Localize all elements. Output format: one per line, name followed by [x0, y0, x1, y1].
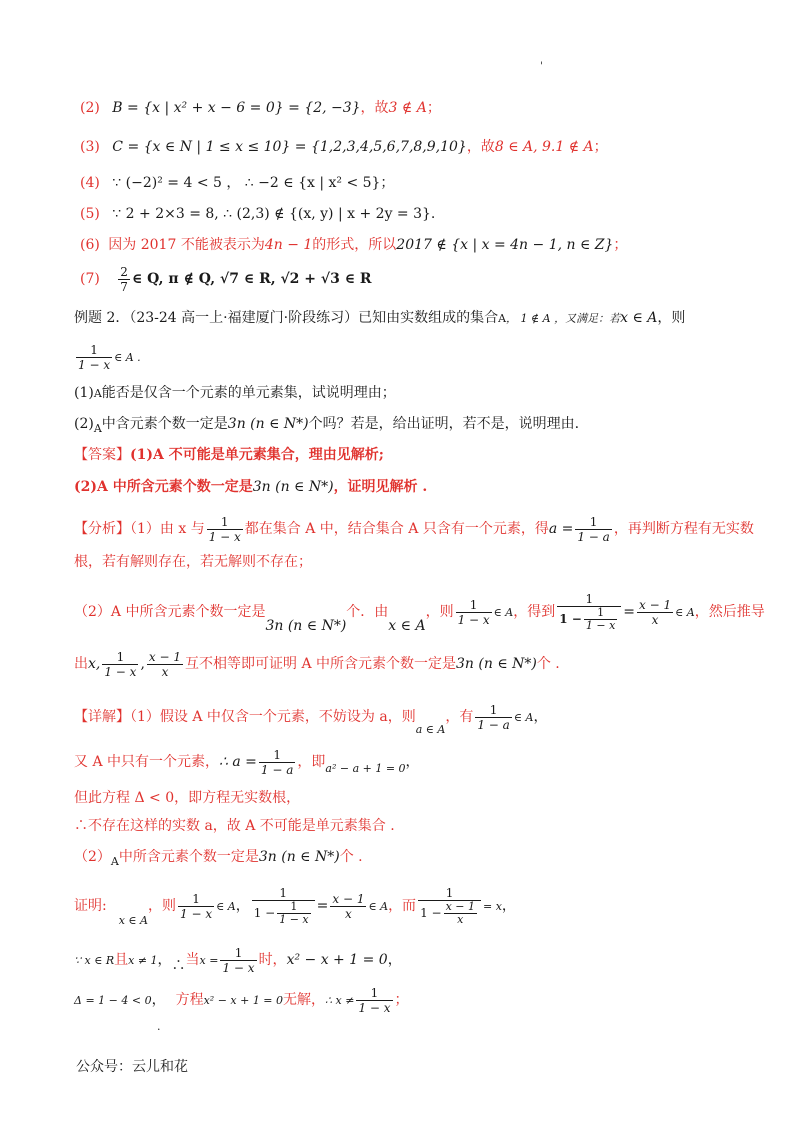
detail-text: ， — [235, 898, 250, 914]
item-label: (5) — [80, 206, 100, 222]
detail-text: ； — [394, 992, 409, 1008]
example-fraction-line — [74, 340, 141, 375]
item-text: ； — [613, 237, 628, 253]
item-math: B = {x | x² + x − 6 = 0} = {2, −3} — [112, 100, 361, 116]
fraction-denominator: 7 — [120, 279, 128, 294]
question-label: (2) — [74, 416, 94, 432]
fraction-denominator: 1 − x — [585, 619, 616, 632]
nested-fraction — [252, 886, 315, 926]
fraction-numerator: 1 — [475, 703, 511, 718]
fraction — [330, 892, 366, 921]
item-3 — [80, 138, 608, 156]
example-math: x ∈ A — [620, 310, 658, 326]
analysis-label: 【分析】 — [74, 521, 130, 537]
analysis-math: 3n (n ∈ N*) — [265, 618, 347, 634]
fraction-denominator: 1 − x — [180, 906, 213, 921]
detail-text: 又 A 中只有一个元素， — [74, 754, 220, 770]
detail-line-2 — [74, 742, 420, 783]
detail-text: ，而 — [388, 898, 417, 914]
analysis-text: ，再判断方程有无实数 — [613, 521, 754, 537]
detail-math: x² − x + 1 = 0 — [286, 952, 388, 968]
question-label: (1) — [74, 385, 94, 401]
fraction-denominator: 1 − a — [260, 762, 294, 777]
nested-fraction — [557, 592, 621, 632]
analysis-math: ∈ A — [493, 606, 514, 619]
item-math: ∈ Q, π ∉ Q, √7 ∈ R, √2 + √3 ∈ R — [131, 271, 372, 287]
analysis-math: 3n (n ∈ N*) — [456, 656, 537, 672]
detail-text: 但此方程 Δ < 0，即方程无实数根， — [74, 790, 301, 806]
item-math: 8 ∈ A, 9.1 ∉ A — [494, 139, 594, 155]
example-math: A — [498, 312, 507, 325]
answer-text: (1)A 不可能是单元素集合，理由见解析; — [130, 447, 384, 463]
detail-text: ， — [157, 952, 172, 968]
analysis-math: x ∈ A — [388, 618, 426, 634]
item-label: (4) — [80, 175, 100, 191]
question-2 — [74, 415, 579, 434]
item-math: 3 ∉ A — [388, 100, 427, 116]
detail-math: ∈ A — [216, 900, 236, 913]
fraction-denominator: 1 − a — [477, 717, 510, 732]
detail-math: ∴ — [171, 958, 186, 974]
fraction-numerator: 1 — [418, 886, 481, 901]
fraction-denominator — [557, 607, 621, 632]
fraction-denominator: 1 − x — [457, 612, 490, 627]
detail-line-4 — [74, 817, 395, 835]
analysis-line-3 — [74, 588, 765, 637]
fraction-numerator: 1 — [76, 343, 112, 358]
fraction-denominator: x — [651, 612, 659, 627]
detail-line-7 — [74, 942, 402, 979]
item-label: (6) — [80, 237, 100, 253]
fraction-denominator: 1 − x — [208, 529, 241, 544]
answer-text: (2)A 中所含元素个数一定是 — [74, 479, 253, 495]
detail-line-3 — [74, 789, 300, 807]
answer-label: 【答案】 — [74, 447, 130, 463]
item-7 — [80, 262, 372, 296]
detail-math: x² − x + 1 = 0 — [203, 994, 284, 1007]
item-4 — [80, 174, 394, 192]
item-2 — [80, 99, 441, 117]
fraction-denominator: 1 − x — [358, 1000, 391, 1015]
detail-text: ，即 — [297, 754, 326, 770]
analysis-text: 互不相等即可证明 A 中所含元素个数一定是 — [185, 656, 457, 672]
detail-text: ，有 — [445, 709, 474, 725]
question-math: 3n (n ∈ N*) — [227, 416, 309, 432]
fraction-numerator: x − 1 — [148, 649, 181, 664]
detail-math: ∵ x ∈ R — [74, 954, 115, 967]
fraction — [259, 748, 295, 777]
item-label: (3) — [80, 139, 100, 155]
fraction — [475, 703, 511, 732]
item-5 — [80, 205, 435, 223]
fraction-numerator: x − 1 — [639, 597, 672, 612]
fraction-denominator: 1 − x — [222, 960, 255, 975]
fraction — [220, 946, 256, 975]
fraction-denominator: x — [457, 913, 464, 926]
detail-math: a ∈ A — [415, 723, 446, 736]
fraction-numerator: x − 1 — [445, 900, 475, 913]
detail-math: = x — [483, 900, 502, 913]
analysis-math: x, — [88, 656, 101, 672]
detail-text: ，则 — [148, 898, 177, 914]
denominator-text: 1 − — [253, 906, 276, 920]
detail-text: ， — [405, 754, 420, 770]
analysis-text: （2）A 中所含元素个数一定是 — [74, 604, 266, 620]
item-label: (2) — [80, 100, 100, 116]
detail-text: 当 — [185, 952, 200, 968]
item-text: ，故 — [466, 139, 495, 155]
analysis-text: ，则 — [425, 604, 454, 620]
fraction-denominator — [252, 901, 315, 926]
fraction — [637, 598, 673, 627]
fraction-numerator: 1 — [277, 901, 310, 914]
fraction-numerator: 1 — [102, 650, 138, 665]
detail-text: ∴不存在这样的实数 a，故 A 不可能是单元素集合 . — [74, 818, 395, 834]
fraction-numerator: 1 — [220, 946, 256, 961]
detail-text: （1）假设 A 中仅含一个元素，不妨设为 a，则 — [130, 709, 416, 725]
example-text: 例题 2．（23-24 高一上·福建厦门·阶段练习）已知由实数组成的集合 — [74, 310, 499, 326]
example-text: ，则 — [657, 310, 686, 326]
item-math: 2017 ∉ {x | x = 4n − 1, n ∈ Z} — [396, 237, 614, 253]
example-math: ∈ A . — [114, 351, 141, 364]
analysis-text: 根，若有解则存在，若无解则不存在； — [74, 554, 312, 570]
item-text: ； — [593, 139, 608, 155]
detail-line-1 — [74, 697, 547, 738]
item-6 — [80, 236, 627, 254]
analysis-line-4 — [74, 645, 560, 683]
detail-math: ∴ x ≠ — [325, 994, 355, 1007]
detail-text: 证明: — [74, 898, 107, 914]
fraction-numerator: 1 — [252, 886, 315, 901]
detail-text: ， — [501, 898, 516, 914]
analysis-math: a = — [548, 521, 574, 537]
detail-math: Δ = 1 − 4 < 0 — [74, 994, 152, 1007]
detail-text: 方程 — [175, 992, 204, 1008]
item-text: 因为 2017 不能被表示为 — [108, 237, 265, 253]
fraction-numerator: 1 — [259, 748, 295, 763]
fraction-denominator: 1 − a — [577, 529, 610, 544]
item-text: 的形式，所以 — [312, 237, 397, 253]
detail-math: 3n (n ∈ N*) — [258, 849, 340, 865]
fraction-numerator: 2 — [120, 264, 128, 279]
analysis-text: ，得到 — [513, 604, 556, 620]
inner-fraction — [584, 607, 617, 632]
inner-fraction — [277, 901, 310, 926]
detail-text: 时， — [258, 952, 287, 968]
analysis-math: ∈ A — [675, 606, 695, 619]
analysis-text: 都在集合 A 中，结合集合 A 只含有一个元素，得 — [244, 521, 549, 537]
item-label: (7) — [80, 271, 100, 287]
detail-label: 【详解】 — [74, 709, 130, 725]
analysis-math: , — [140, 656, 145, 672]
detail-math: a² − a + 1 = 0 — [325, 762, 406, 775]
detail-text: 且 — [114, 952, 129, 968]
fraction — [575, 515, 611, 544]
fraction — [456, 598, 492, 627]
answer-line-2 — [74, 478, 427, 496]
detail-line-8 — [74, 982, 409, 1019]
analysis-line-1 — [74, 512, 754, 546]
fraction-numerator: 1 — [584, 607, 617, 620]
fraction-numerator: 1 — [557, 592, 621, 607]
question-text: 中含元素个数一定是 — [101, 416, 228, 432]
item-text: ； — [426, 100, 441, 116]
detail-line-5 — [74, 848, 363, 867]
fraction-denominator: 1 − x — [279, 913, 309, 926]
detail-line-6 — [74, 884, 516, 929]
detail-math: A — [110, 855, 119, 868]
fraction-denominator: 1 − x — [78, 357, 111, 372]
fraction — [102, 650, 138, 679]
item-math: ∵ 2 + 2×3 = 8, ∴ (2,3) ∉ {(x, y) | x + 2y = 3}. — [112, 206, 436, 222]
item-math: ∵ (−2)² = 4 < 5 ， ∴ −2 ∈ {x | x² < 5}； — [112, 175, 395, 191]
question-math: A — [93, 422, 102, 435]
analysis-text: ，然后推导 — [694, 604, 765, 620]
item-math: C = {x ∈ N | 1 ≤ x ≤ 10} = {1,2,3,4,5,6,7,8,9,10} — [112, 139, 467, 155]
detail-text: ， — [151, 992, 166, 1008]
fraction — [76, 343, 112, 372]
analysis-text: 个 . — [536, 656, 560, 672]
detail-math: ∴ a = — [219, 754, 257, 770]
answer-line-1 — [74, 446, 384, 464]
fraction-numerator: 1 — [178, 892, 214, 907]
question-1 — [74, 384, 396, 403]
analysis-text: 出 — [74, 656, 88, 672]
fraction-denominator: x — [345, 906, 352, 921]
fraction-numerator: 1 — [575, 515, 611, 530]
analysis-line-2 — [74, 553, 312, 571]
fraction-denominator: x — [161, 664, 169, 679]
fraction-numerator: 1 — [207, 515, 243, 530]
item-text: ，故 — [360, 100, 389, 116]
detail-math: ∈ A — [513, 711, 534, 724]
detail-text: 无解， — [283, 992, 326, 1008]
question-math: A — [93, 387, 102, 400]
example-text: ， 1 ∉ A ，又满足：若 — [506, 312, 621, 325]
analysis-text: （1）由 x 与 — [130, 521, 205, 537]
item-math: 4n − 1 — [264, 237, 313, 253]
analysis-text: 个．由 — [346, 604, 389, 620]
fraction-numerator: 1 — [356, 986, 392, 1001]
question-text: 个吗？若是，给出证明，若不是，说明理由. — [308, 416, 580, 432]
question-text: 能否是仅含一个元素的单元素集，试说明理由； — [101, 385, 396, 401]
answer-math: 3n (n ∈ N*) — [252, 479, 334, 495]
fraction-numerator: 1 — [456, 598, 492, 613]
answer-text: ，证明见解析 . — [333, 479, 428, 495]
example-intro — [74, 309, 685, 328]
fraction-denominator: 1 − x — [104, 664, 137, 679]
detail-math: x = — [199, 954, 219, 967]
fraction-denominator — [418, 901, 481, 926]
denominator-text: 1 − — [420, 906, 442, 920]
footer-text: 公众号：云儿和花 — [76, 1059, 188, 1075]
corner-mark: ' — [540, 61, 543, 72]
fraction-numerator: x − 1 — [332, 891, 365, 906]
inner-fraction — [444, 901, 477, 926]
analysis-math: = — [623, 604, 636, 620]
fraction — [356, 986, 392, 1015]
denominator-text: 1 − — [559, 612, 582, 626]
nested-fraction — [418, 886, 481, 926]
detail-text: 中所含元素个数一定是 — [118, 849, 259, 865]
detail-math: ∈ A — [368, 900, 389, 913]
detail-text: ， — [387, 952, 402, 968]
detail-text: 个 . — [339, 849, 363, 865]
detail-math: = — [316, 898, 329, 914]
detail-text: （2） — [74, 849, 111, 865]
detail-line-9: . — [157, 1020, 161, 1033]
detail-text: ， — [533, 709, 548, 725]
fraction — [118, 265, 130, 294]
fraction — [178, 892, 214, 921]
fraction — [147, 650, 183, 679]
fraction — [207, 515, 243, 544]
detail-math: x ≠ 1 — [128, 954, 158, 967]
detail-math: x ∈ A — [118, 914, 149, 927]
